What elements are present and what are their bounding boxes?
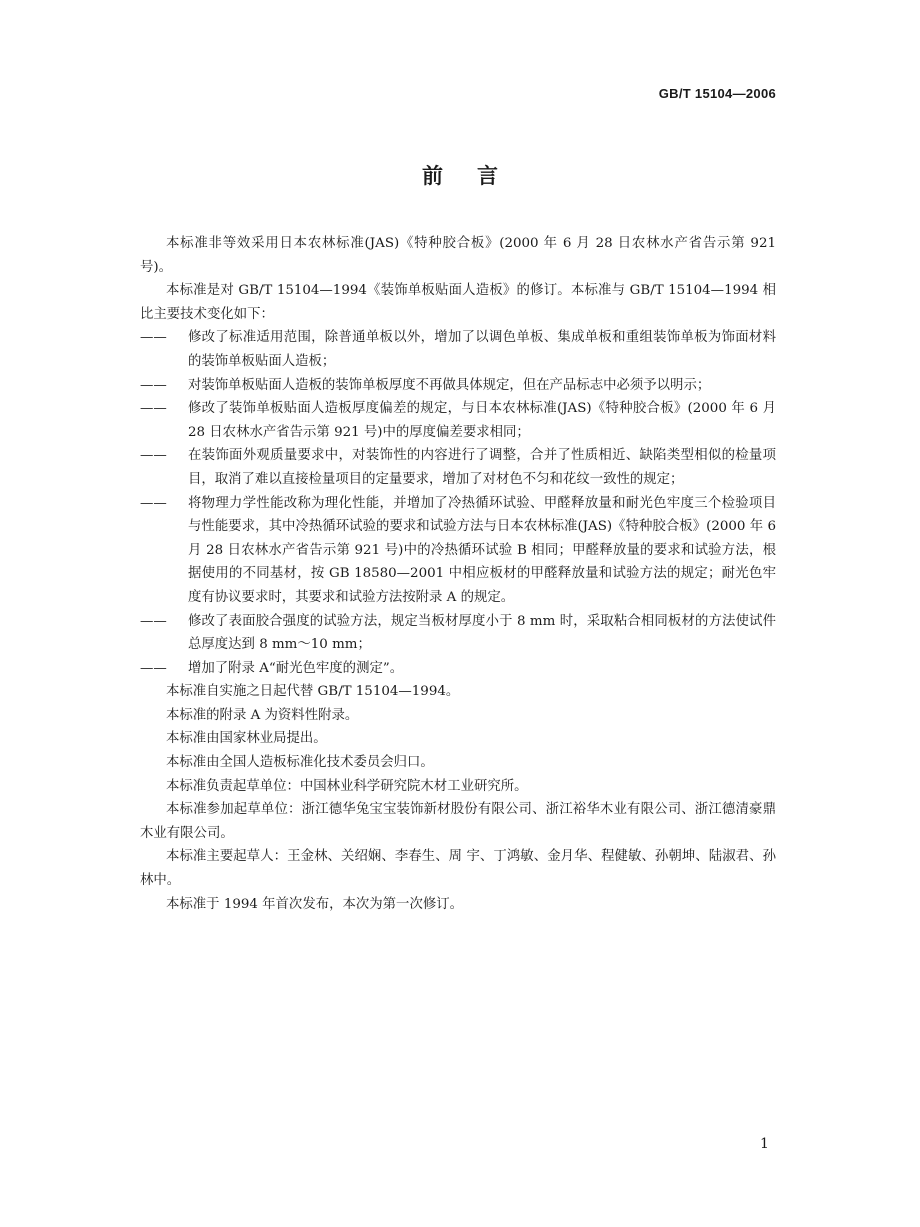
change-item xyxy=(140,444,776,491)
change-item xyxy=(140,326,776,373)
dash-marker: —— xyxy=(140,377,167,393)
change-text: 增加了附录 A“耐光色牢度的测定”。 xyxy=(188,660,404,676)
paragraph: 本标准的附录 A 为资料性附录。 xyxy=(166,707,359,723)
change-text: 修改了标准适用范围，除普通单板以外，增加了以调色单板、集成单板和重组装饰单板为饰面材料的装饰单板贴面人造板； xyxy=(188,330,776,369)
paragraph: 本标准非等效采用日本农林标准(JAS)《特种胶合板》(2000 年 6 月 28 日农林水产省告示第 921 号)。 xyxy=(140,236,776,275)
standard-code: GB/T 15104—2006 xyxy=(658,86,776,101)
paragraph: 本标准是对 GB/T 15104—1994《装饰单板贴面人造板》的修订。本标准与 GB/T 15104—1994 相比主要技术变化如下： xyxy=(140,283,776,322)
change-item xyxy=(140,492,776,610)
paragraph: 本标准由国家林业局提出。 xyxy=(166,731,327,747)
change-item xyxy=(140,397,776,444)
paragraph: 本标准由全国人造板标准化技术委员会归口。 xyxy=(166,755,434,771)
paragraph: 本标准主要起草人：王金林、关绍娴、李春生、周 宇、丁鸿敏、金月华、程健敏、孙朝坤、陆淑君、孙林中。 xyxy=(140,849,776,889)
page-title: 前言 xyxy=(422,164,532,188)
dash-marker: —— xyxy=(140,660,167,676)
paragraph: 本标准自实施之日起代替 GB/T 15104—1994。 xyxy=(166,684,460,700)
dash-marker: —— xyxy=(140,330,167,346)
paragraph: 本标准参加起草单位：浙江德华兔宝宝装饰新材股份有限公司、浙江裕华木业有限公司、浙江德清豪鼎木业有限公司。 xyxy=(140,802,776,841)
change-item xyxy=(140,657,776,681)
change-item xyxy=(140,610,776,657)
change-text: 对装饰单板贴面人造板的装饰单板厚度不再做具体规定，但在产品标志中必须予以明示； xyxy=(188,377,711,393)
dash-marker: —— xyxy=(140,495,167,511)
page-number: 1 xyxy=(760,1136,769,1152)
change-text: 在装饰面外观质量要求中，对装饰性的内容进行了调整，合并了性质相近、缺陷类型相似的检量项目，取消了难以直接检量项目的定量要求，增加了对材色不匀和花纹一致性的规定； xyxy=(188,448,776,487)
change-text: 修改了装饰单板贴面人造板厚度偏差的规定，与日本农林标准(JAS)《特种胶合板》(2000 年 6 月 28 日农林水产省告示第 921 号)中的厚度偏差要求相同； xyxy=(188,401,776,440)
dash-marker: —— xyxy=(140,401,167,417)
dash-marker: —— xyxy=(140,448,167,464)
paragraph: 本标准负责起草单位：中国林业科学研究院木材工业研究所。 xyxy=(166,778,528,794)
dash-marker: —— xyxy=(140,613,167,629)
document-body xyxy=(140,232,776,916)
change-item xyxy=(140,374,776,398)
change-text: 修改了表面胶合强度的试验方法，规定当板材厚度小于 8 mm 时，采取粘合相同板材的方法使试件总厚度达到 8 mm～10 mm； xyxy=(188,613,776,653)
change-text: 将物理力学性能改称为理化性能，并增加了冷热循环试验、甲醛释放量和耐光色牢度三个检验项目与性能要求，其中冷热循环试验的要求和试验方法与日本农林标准(JAS)《特种胶合板》(2000 年 6 月 28 日农林水产省告示第 921 号)中的冷热循环试验 B 相同；甲醛释放量的要求和试验方法，根据使用的不同基材，按 GB 18580—2001 中相应板材的甲醛释放量和试验方法的规定；耐光色牢度有协议要求时，其要求和试验方法按附录 A 的规定。 xyxy=(188,495,776,605)
paragraph: 本标准于 1994 年首次发布，本次为第一次修订。 xyxy=(166,896,464,912)
